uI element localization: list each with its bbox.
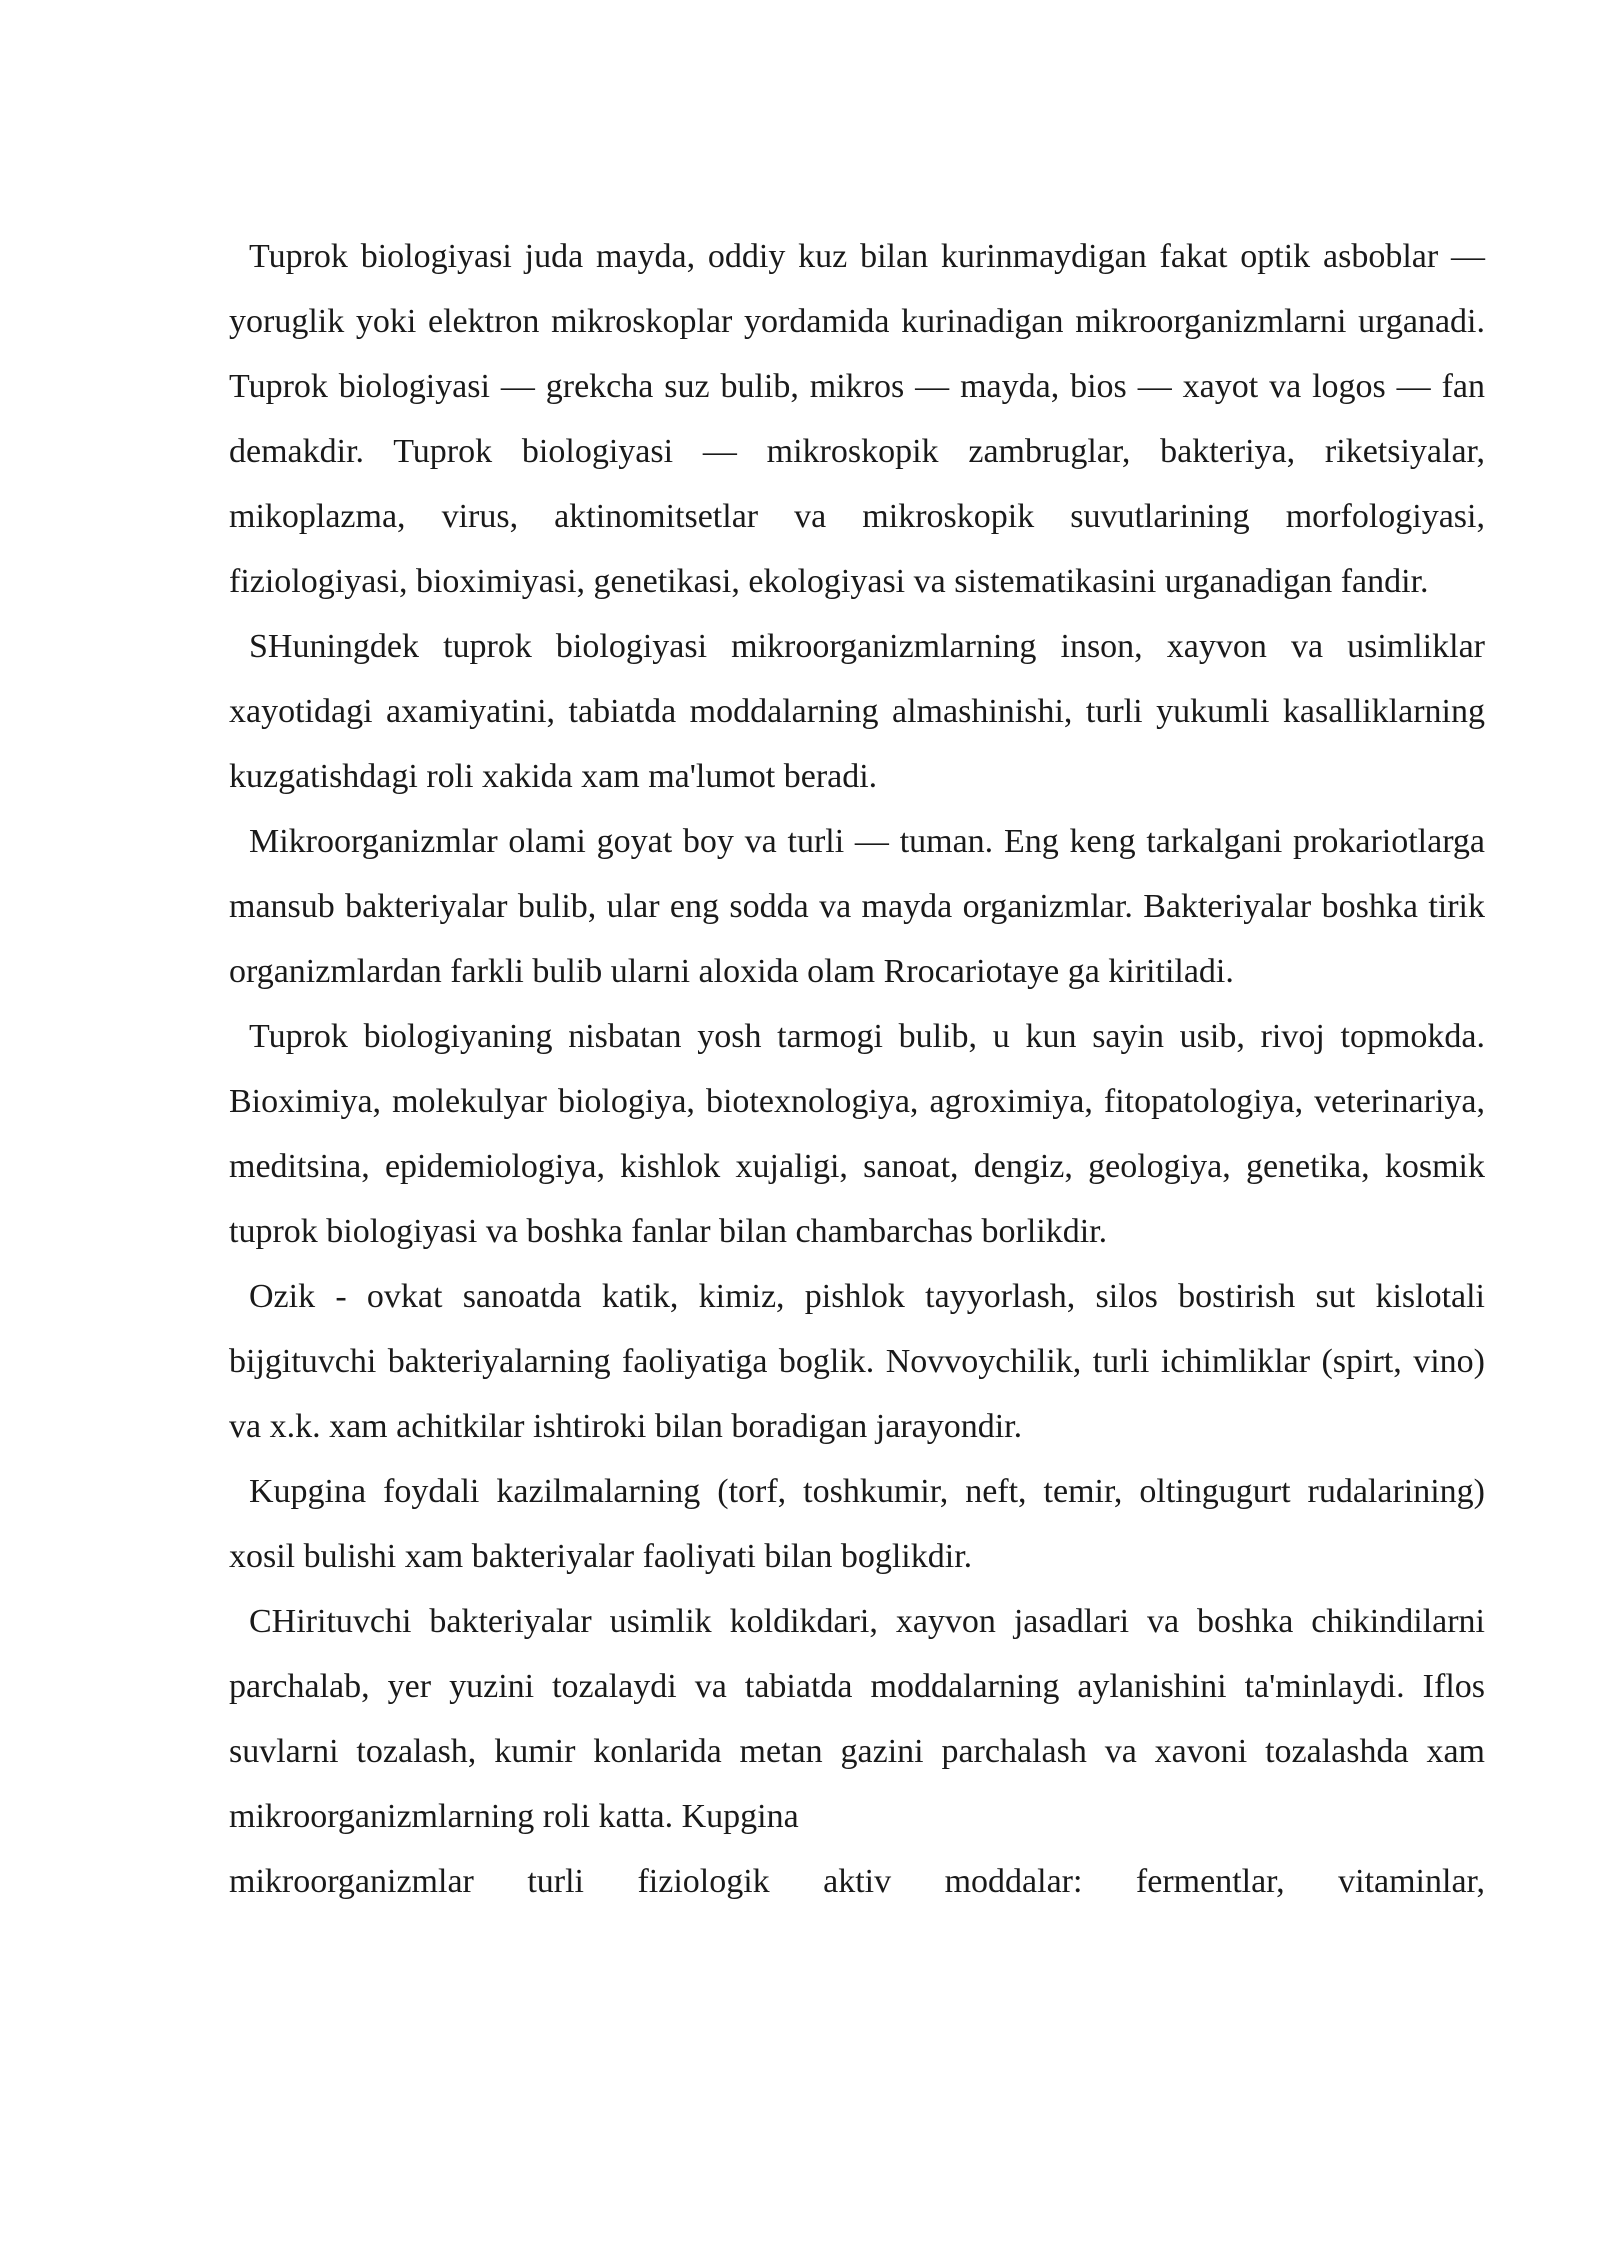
paragraph-food-industry: Ozik - ovkat sanoatda katik, kimiz, pishlok tayyorlash, silos bostirish sut kislotali bijgituvchi bakteriyalarning faoliyatiga boglik. Novvoychilik, turli ichimliklar (spirt, vino) va x.k. xam achitkilar ishtiroki bilan boradigan jarayondir.: [229, 1278, 1485, 1445]
paragraph-intro: Tuprok biologiyasi juda mayda, oddiy kuz bilan kurinmaydigan fakat optik asboblar — yoruglik yoki elektron mikroskoplar yordamida kurinadigan mikroorganizmlarni urganadi. Tuprok biologiyasi — grekcha suz bulib, mikros — mayda, bios — xayot va logos — fan demakdir. Tuprok biologiyasi — mikroskopik zambruglar, bakteriya, riketsiyalar, mikoplazma, virus, aktinomitsetlar va mikroskopik suvutlarining morfologiyasi, fiziologiyasi, bioximiyasi, genetikasi, ekologiyasi va sistematikasini urganadigan fandir.: [229, 238, 1485, 600]
paragraph-decomposers: CHirituvchi bakteriyalar usimlik koldikdari, xayvon jasadlari va boshka chikindilarni parchalab, yer yuzini tozalaydi va tabiatda moddalarning aylanishini ta'minlaydi. Iflos suvlarni tozalash, kumir konlarida metan gazini parchalash va xavoni tozalashda xam mikroorganizmlarning roli katta. Kupgina: [229, 1603, 1485, 1835]
paragraph-importance: SHuningdek tuprok biologiyasi mikroorganizmlarning inson, xayvon va usimliklar xayotidagi axamiyatini, tabiatda moddalarning almashinishi, turli yukumli kasalliklarning kuzgatishdagi roli xakida xam ma'lumot beradi.: [229, 628, 1485, 795]
paragraph-prokaryotes: Mikroorganizmlar olami goyat boy va turli — tuman. Eng keng tarkalgani prokariotlarga mansub bakteriyalar bulib, ular eng sodda va mayda organizmlar. Bakteriyalar boshka tirik organizmlardan farkli bulib ularni aloxida olam Rrocariotaye ga kiritiladi.: [229, 823, 1485, 990]
paragraph-related-sciences: Tuprok biologiyaning nisbatan yosh tarmogi bulib, u kun sayin usib, rivoj topmokda. Bioximiya, molekulyar biologiya, biotexnologiya, agroximiya, fitopatologiya, veterinariya, meditsina, epidemiologiya, kishlok xujaligi, sanoat, dengiz, geologiya, genetika, kosmik tuprok biologiyasi va boshka fanlar bilan chambarchas borlikdir.: [229, 1018, 1485, 1250]
paragraph-minerals: Kupgina foydali kazilmalarning (torf, toshkumir, neft, temir, oltingugurt rudalarining) xosil bulishi xam bakteriyalar faoliyati bilan boglikdir.: [229, 1473, 1485, 1575]
document-body: [229, 224, 1485, 1914]
paragraph-continued-line: mikroorganizmlar turli fiziologik aktiv moddalar: fermentlar, vitaminlar,: [229, 1863, 1485, 1900]
